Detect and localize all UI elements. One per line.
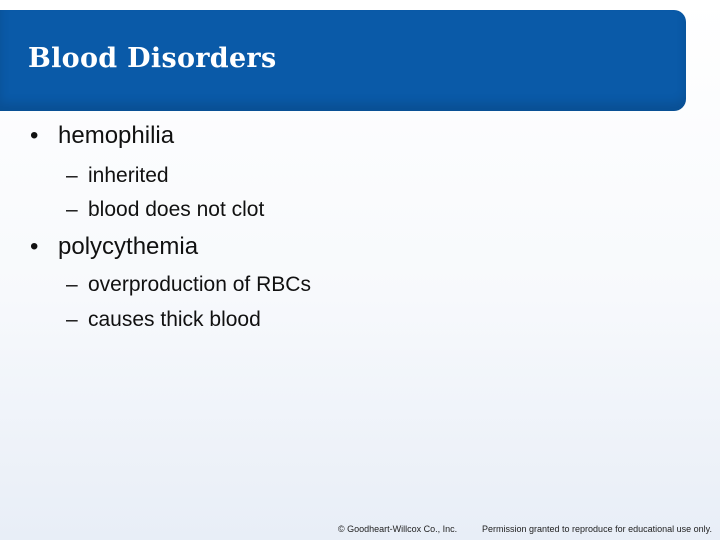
footer-permission: Permission granted to reproduce for educational use only. <box>482 524 712 534</box>
bullet-text: polycythemia <box>58 233 199 260</box>
bullet-text: hemophilia <box>58 122 175 149</box>
sub-item-blood-does-not-clot <box>66 198 264 222</box>
bullet-marker: • <box>30 233 39 260</box>
sub-item-inherited <box>66 164 169 188</box>
sub-marker: – <box>66 308 78 331</box>
slide-title: Blood Disorders <box>28 43 277 74</box>
sub-text: blood does not clot <box>88 198 265 221</box>
bullet-marker: • <box>30 122 39 149</box>
sub-marker: – <box>66 198 78 221</box>
bullet-item-polycythemia <box>30 233 198 261</box>
footer-copyright: © Goodheart-Willcox Co., Inc. <box>338 524 458 534</box>
sub-text: overproduction of RBCs <box>88 273 311 296</box>
bullet-item-hemophilia <box>30 122 174 150</box>
sub-marker: – <box>66 273 78 296</box>
sub-marker: – <box>66 164 78 187</box>
sub-text: causes thick blood <box>88 308 261 331</box>
sub-item-thick-blood <box>66 308 261 332</box>
sub-item-overproduction <box>66 273 311 297</box>
sub-text: inherited <box>88 164 169 187</box>
